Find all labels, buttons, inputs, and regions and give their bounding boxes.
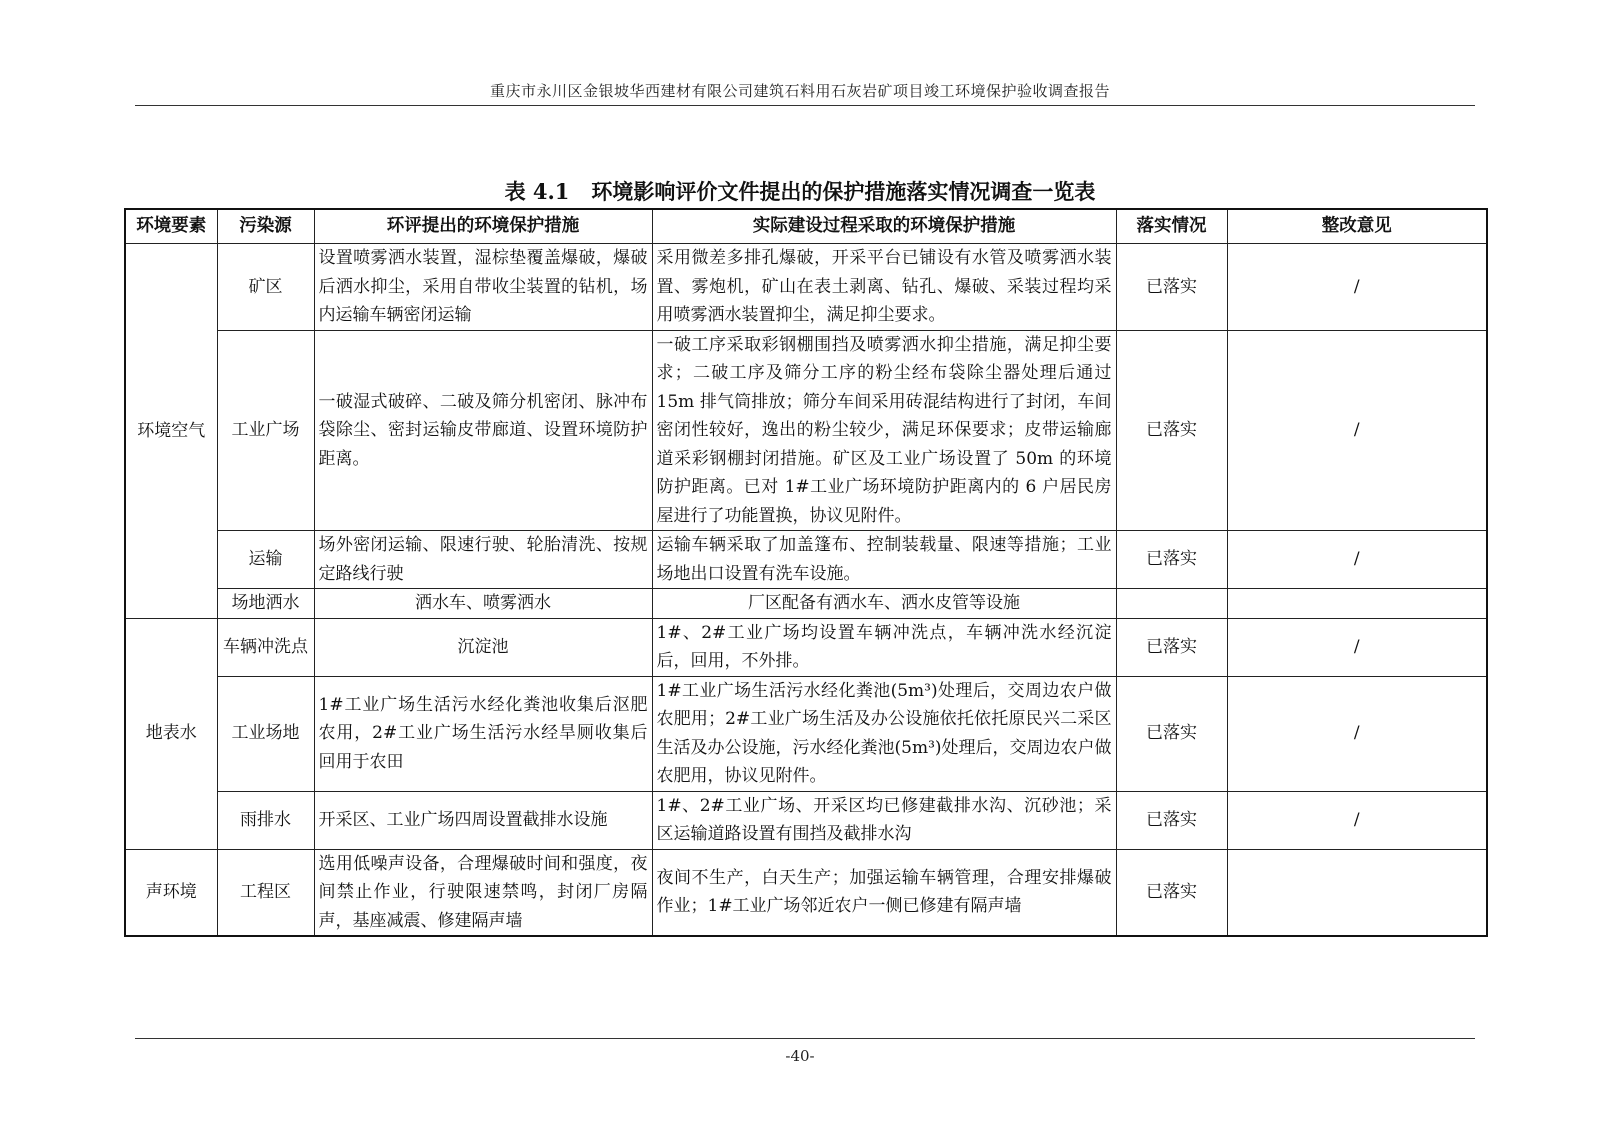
advice-cell: / [1227, 791, 1487, 849]
eia-measure-cell: 开采区、工业广场四周设置截排水设施 [314, 791, 652, 849]
eia-measure-cell: 一破湿式破碎、二破及筛分机密闭、脉冲布袋除尘、密封运输皮带廊道、设置环境防护距离。 [314, 330, 652, 531]
table-row [125, 676, 1487, 791]
actual-measure-cell: 夜间不生产，白天生产；加强运输车辆管理，合理安排爆破作业；1#工业广场邻近农户一侧已修建有隔声墙 [652, 849, 1116, 936]
status-cell: 已落实 [1116, 531, 1227, 589]
element-cell: 地表水 [125, 618, 217, 849]
header-rule [135, 105, 1475, 106]
table-row [125, 589, 1487, 619]
column-header: 环境要素 [125, 209, 217, 244]
column-header: 落实情况 [1116, 209, 1227, 244]
eia-measure-cell: 1#工业广场生活污水经化粪池收集后沤肥农用，2#工业广场生活污水经旱厕收集后回用于农田 [314, 676, 652, 791]
status-cell [1116, 589, 1227, 619]
advice-cell: / [1227, 618, 1487, 676]
measures-table [124, 208, 1488, 937]
column-header: 实际建设过程采取的环境保护措施 [652, 209, 1116, 244]
eia-measure-cell: 洒水车、喷雾洒水 [314, 589, 652, 619]
column-header: 污染源 [217, 209, 314, 244]
table-row [125, 244, 1487, 331]
source-cell: 雨排水 [217, 791, 314, 849]
actual-measure-cell: 1#、2#工业广场均设置车辆冲洗点，车辆冲洗水经沉淀后，回用，不外排。 [652, 618, 1116, 676]
actual-measure-cell: 一破工序采取彩钢棚围挡及喷雾洒水抑尘措施，满足抑尘要求；二破工序及筛分工序的粉尘经布袋除尘器处理后通过 15m 排气筒排放；筛分车间采用砖混结构进行了封闭，车间密闭性较好，逸出的粉尘较少，满足环保要求；皮带运输廊道采彩钢棚封闭措施。矿区及工业广场设置了 50m 的环境防护距离。已对 1#工业广场环境防护距离内的 6 户居民房屋进行了功能置换，协议见附件。 [652, 330, 1116, 531]
column-header: 环评提出的环境保护措施 [314, 209, 652, 244]
table-row [125, 531, 1487, 589]
source-cell: 车辆冲洗点 [217, 618, 314, 676]
source-cell: 运输 [217, 531, 314, 589]
table-row [125, 330, 1487, 531]
source-cell: 矿区 [217, 244, 314, 331]
status-cell: 已落实 [1116, 849, 1227, 936]
eia-measure-cell: 选用低噪声设备，合理爆破时间和强度，夜间禁止作业，行驶限速禁鸣，封闭厂房隔声，基座减震、修建隔声墙 [314, 849, 652, 936]
table-title: 环境影响评价文件提出的保护措施落实情况调查一览表 [591, 179, 1096, 204]
actual-measure-cell: 厂区配备有洒水车、洒水皮管等设施 [652, 589, 1116, 619]
page-header-title: 重庆市永川区金银坡华西建材有限公司建筑石料用石灰岩矿项目竣工环境保护验收调查报告 [489, 82, 1110, 100]
table-caption [0, 176, 1600, 206]
table-row [125, 791, 1487, 849]
source-cell: 工业广场 [217, 330, 314, 531]
eia-measure-cell: 设置喷雾洒水装置，湿棕垫覆盖爆破，爆破后洒水抑尘，采用自带收尘装置的钻机，场内运输车辆密闭运输 [314, 244, 652, 331]
element-cell: 环境空气 [125, 244, 217, 619]
actual-measure-cell: 1#、2#工业广场、开采区均已修建截排水沟、沉砂池；采区运输道路设置有围挡及截排水沟 [652, 791, 1116, 849]
advice-cell: / [1227, 244, 1487, 331]
table-row [125, 849, 1487, 936]
actual-measure-cell: 运输车辆采取了加盖篷布、控制装载量、限速等措施；工业场地出口设置有洗车设施。 [652, 531, 1116, 589]
table-row [125, 618, 1487, 676]
source-cell: 场地洒水 [217, 589, 314, 619]
eia-measure-cell: 沉淀池 [314, 618, 652, 676]
advice-cell [1227, 849, 1487, 936]
source-cell: 工程区 [217, 849, 314, 936]
source-cell: 工业场地 [217, 676, 314, 791]
status-cell: 已落实 [1116, 244, 1227, 331]
table-number: 表 4.1 [504, 179, 570, 204]
advice-cell: / [1227, 330, 1487, 531]
footer-rule [135, 1038, 1475, 1039]
table-header-row [125, 209, 1487, 244]
advice-cell: / [1227, 676, 1487, 791]
actual-measure-cell: 1#工业广场生活污水经化粪池(5m³)处理后，交周边农户做农肥用；2#工业广场生活及办公设施依托依托原民兴二采区生活及办公设施，污水经化粪池(5m³)处理后，交周边农户做农肥用，协议见附件。 [652, 676, 1116, 791]
status-cell: 已落实 [1116, 791, 1227, 849]
advice-cell: / [1227, 531, 1487, 589]
advice-cell [1227, 589, 1487, 619]
page-number: -40- [785, 1047, 815, 1065]
column-header: 整改意见 [1227, 209, 1487, 244]
actual-measure-cell: 采用微差多排孔爆破，开采平台已铺设有水管及喷雾洒水装置、雾炮机，矿山在表土剥离、钻孔、爆破、采装过程均采用喷雾洒水装置抑尘，满足抑尘要求。 [652, 244, 1116, 331]
status-cell: 已落实 [1116, 676, 1227, 791]
element-cell: 声环境 [125, 849, 217, 936]
status-cell: 已落实 [1116, 618, 1227, 676]
status-cell: 已落实 [1116, 330, 1227, 531]
eia-measure-cell: 场外密闭运输、限速行驶、轮胎清洗、按规定路线行驶 [314, 531, 652, 589]
